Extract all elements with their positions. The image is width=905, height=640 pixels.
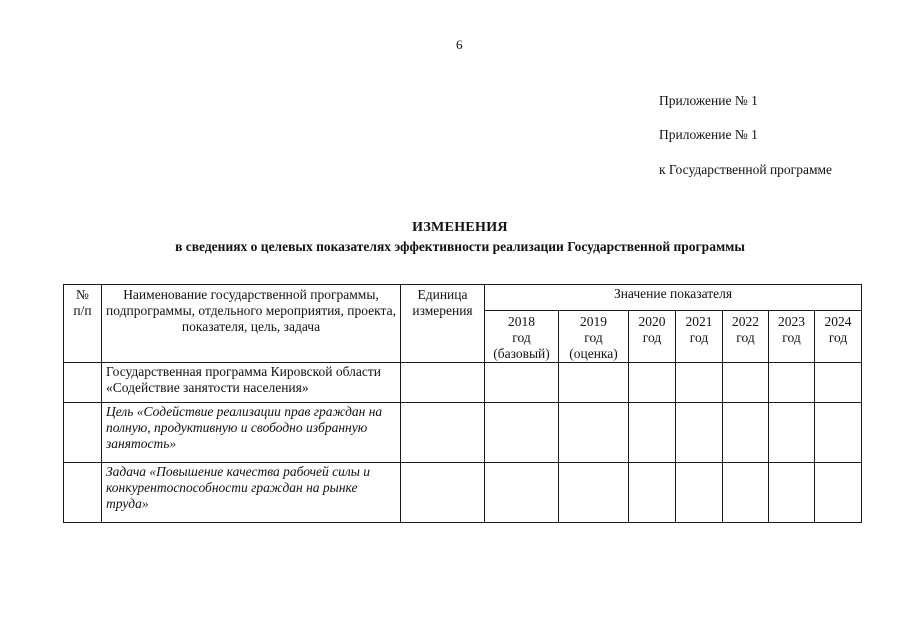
year-label: 2022 [732, 314, 759, 329]
value-cell [485, 403, 559, 463]
value-cell [559, 463, 629, 523]
row-name-cell: Цель «Содействие реализации прав граждан на полную, продуктивную и свободно избранную занятость» [102, 403, 401, 463]
year-word: год [584, 330, 603, 345]
table-row [64, 403, 862, 463]
value-cell [723, 403, 769, 463]
value-cell [769, 403, 815, 463]
value-cell [485, 363, 559, 403]
page-number: 6 [456, 37, 463, 52]
value-cell [815, 463, 862, 523]
value-cell [723, 363, 769, 403]
year-note: (оценка) [569, 346, 618, 361]
year-2022-header [723, 311, 769, 363]
header-name-text: Наименование государственной программы, подпрограммы, отдельного мероприятия, проекта, показателя, цель, задача [106, 287, 396, 334]
value-cell [629, 403, 676, 463]
value-cell [815, 363, 862, 403]
appendix-line-1: Приложение № 1 [659, 93, 758, 108]
year-label: 2024 [824, 314, 852, 329]
document-subtitle: в сведениях о целевых показателях эффективности реализации Государственной программы [175, 239, 745, 254]
year-2018-header [485, 311, 559, 363]
year-note: (базовый) [493, 346, 550, 361]
year-label: 2021 [685, 314, 713, 329]
table-row [64, 363, 862, 403]
year-word: год [736, 330, 755, 345]
appendix-line-3: к Государственной программе [659, 162, 833, 177]
header-number [64, 285, 102, 363]
header-unit [401, 285, 485, 363]
row-number-cell [64, 463, 102, 523]
header-number-line-1: № [76, 287, 89, 302]
appendix-line-2: Приложение № 1 [659, 127, 758, 142]
row-name-cell: Государственная программа Кировской области «Содействие занятости населения» [102, 363, 401, 403]
year-label: 2020 [638, 314, 666, 329]
row-name-cell: Задача «Повышение качества рабочей силы и конкурентоспособности граждан на рынке труда» [102, 463, 401, 523]
year-label: 2019 [580, 314, 607, 329]
header-value-text: Значение показателя [613, 286, 733, 301]
year-word: год [642, 330, 662, 345]
year-label: 2023 [778, 314, 805, 329]
row-unit-cell [401, 463, 485, 523]
value-cell [559, 363, 629, 403]
value-cell [485, 463, 559, 523]
value-cell [676, 463, 723, 523]
value-cell [629, 463, 676, 523]
table-row [64, 463, 862, 523]
value-cell [629, 363, 676, 403]
indicators-table [63, 284, 862, 523]
row-number-cell [64, 403, 102, 463]
year-2019-header [559, 311, 629, 363]
year-word: год [782, 330, 801, 345]
year-label: 2018 [508, 314, 535, 329]
value-cell [723, 463, 769, 523]
header-unit-line-2: измерения [412, 303, 473, 318]
year-word: год [689, 330, 709, 345]
year-2023-header [769, 311, 815, 363]
header-name [102, 285, 401, 363]
header-row [64, 285, 862, 311]
value-cell [769, 363, 815, 403]
value-cell [559, 403, 629, 463]
year-2020-header [629, 311, 676, 363]
year-2024-header [815, 311, 862, 363]
row-unit-cell [401, 403, 485, 463]
value-cell [769, 463, 815, 523]
header-unit-line-1: Единица [417, 287, 468, 302]
year-2021-header [676, 311, 723, 363]
year-word: год [512, 330, 531, 345]
row-number-cell [64, 363, 102, 403]
header-value [485, 285, 862, 311]
document-title: ИЗМЕНЕНИЯ [412, 220, 508, 235]
value-cell [676, 363, 723, 403]
value-cell [676, 403, 723, 463]
value-cell [815, 403, 862, 463]
year-word: год [828, 330, 848, 345]
row-unit-cell [401, 363, 485, 403]
header-number-line-2: п/п [73, 303, 92, 318]
